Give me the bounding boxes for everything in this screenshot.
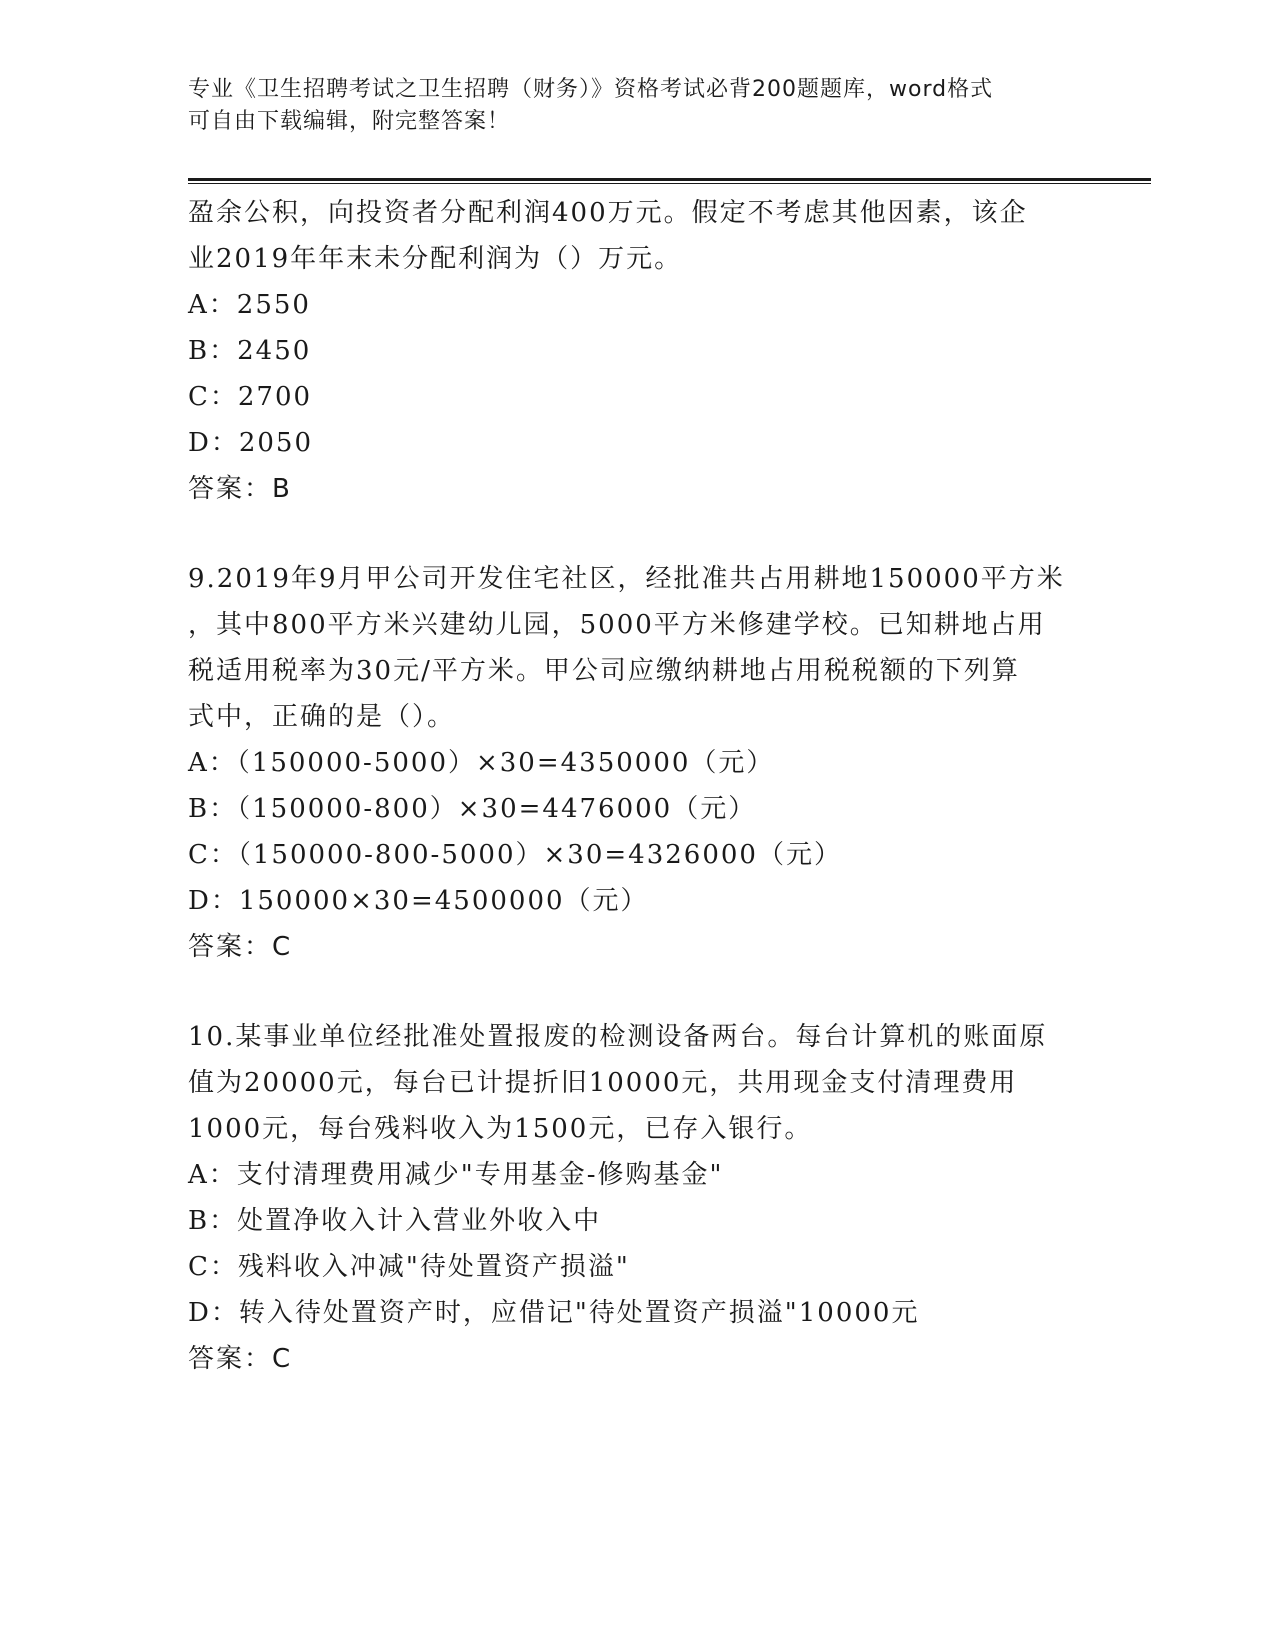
question-9-text-line4: 式中，正确的是（）。 xyxy=(188,702,456,732)
question-9-answer: 答案：C xyxy=(188,932,293,962)
question-10-answer: 答案：C xyxy=(188,1344,293,1374)
question-10-text-line2: 值为20000元，每台已计提折旧10000元，共用现金支付清理费用 xyxy=(188,1068,1018,1098)
question-8-option-c: C：2700 xyxy=(188,382,313,412)
question-9-text-line2: ，其中800平方米兴建幼儿园，5000平方米修建学校。已知耕地占用 xyxy=(188,610,1046,640)
question-spacer xyxy=(188,970,1088,1014)
question-9-option-b: B：（150000-800）×30=4476000（元） xyxy=(188,794,757,824)
question-9-text-line1: 9.2019年9月甲公司开发住宅社区，经批准共占用耕地150000平方米 xyxy=(188,564,1065,594)
header-title-line2: 可自由下载编辑，附完整答案！ xyxy=(188,109,511,134)
question-9-option-a: A：（150000-5000）×30=4350000（元） xyxy=(188,748,775,778)
question-10-text-line1: 10.某事业单位经批准处置报废的检测设备两台。每台计算机的账面原 xyxy=(188,1022,1048,1052)
question-spacer xyxy=(188,512,1088,556)
question-9-block xyxy=(188,556,1088,970)
question-8-option-b: B：2450 xyxy=(188,336,312,366)
question-9-option-d: D：150000×30=4500000（元） xyxy=(188,886,649,916)
question-10-option-b: B：处置净收入计入营业外收入中 xyxy=(188,1206,602,1236)
question-content xyxy=(188,190,1088,1382)
page-header xyxy=(188,74,1088,138)
question-8-option-a: A：2550 xyxy=(188,290,311,320)
question-10-block xyxy=(188,1014,1088,1382)
question-8-text-line1: 盈余公积，向投资者分配利润400万元。假定不考虑其他因素，该企 xyxy=(188,198,1028,228)
question-9-option-c: C：（150000-800-5000）×30=4326000（元） xyxy=(188,840,842,870)
question-8-block xyxy=(188,190,1088,512)
question-9-text-line3: 税适用税率为30元/平方米。甲公司应缴纳耕地占用税税额的下列算 xyxy=(188,656,1020,686)
question-10-text-line3: 1000元，每台残料收入为1500元，已存入银行。 xyxy=(188,1114,813,1144)
header-divider-thin xyxy=(188,183,1151,184)
question-8-text-line2: 业2019年年末未分配利润为（）万元。 xyxy=(188,244,683,274)
question-8-option-d: D：2050 xyxy=(188,428,314,458)
question-10-option-d: D：转入待处置资产时，应借记"待处置资产损溢"10000元 xyxy=(188,1298,920,1328)
question-10-option-a: A：支付清理费用减少"专用基金-修购基金" xyxy=(188,1160,724,1190)
question-10-option-c: C：残料收入冲减"待处置资产损溢" xyxy=(188,1252,630,1282)
header-title-line1: 专业《卫生招聘考试之卫生招聘（财务）》资格考试必背200题题库，word格式 xyxy=(188,77,994,102)
question-8-answer: 答案：B xyxy=(188,474,292,504)
header-divider-thick xyxy=(188,178,1151,181)
